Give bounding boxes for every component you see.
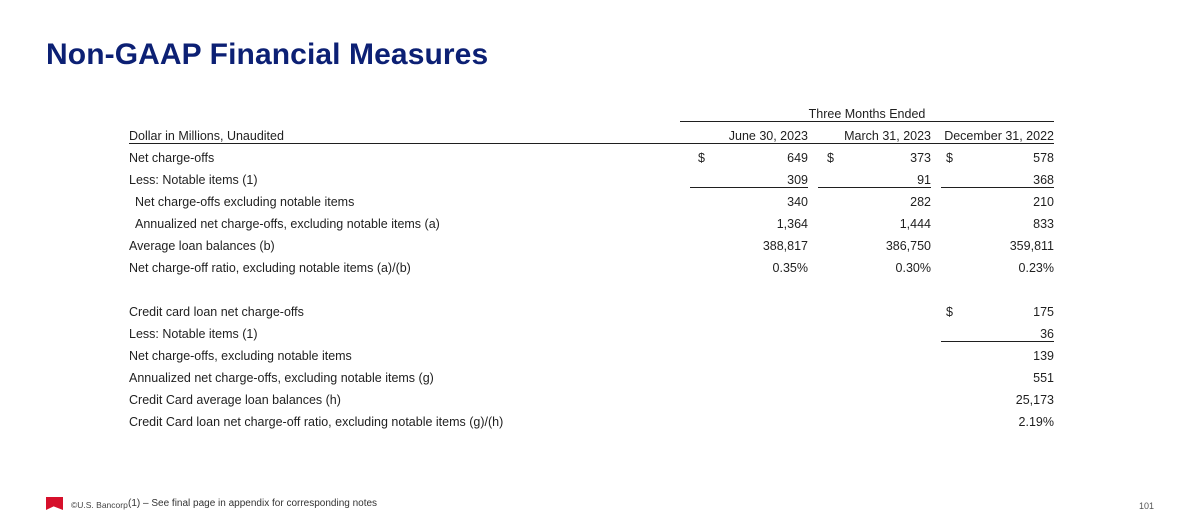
header-period-3: December 31, 2022 xyxy=(944,129,1054,143)
row-cc-annualized-label: Annualized net charge-offs, excluding notable items (g) xyxy=(129,371,434,385)
cell-value: 368 xyxy=(1033,173,1054,187)
cell-value: 1,364 xyxy=(776,217,808,231)
cell-value: 359,811 xyxy=(1009,239,1054,253)
row-cc-ex-notable-label: Net charge-offs, excluding notable items xyxy=(129,349,352,363)
cell-value: 386,750 xyxy=(885,239,931,253)
cell-value: 551 xyxy=(1033,371,1054,385)
row-ex-notable-label: Net charge-offs excluding notable items xyxy=(135,195,355,209)
header-group-rule xyxy=(680,121,1054,122)
row-ratio-label: Net charge-off ratio, excluding notable items (a)/(b) xyxy=(129,261,411,275)
cell-value: 2.19% xyxy=(1018,415,1054,429)
currency-sign: $ xyxy=(946,305,953,319)
currency-sign: $ xyxy=(946,151,953,165)
row-cc-avg-loan-label: Credit Card average loan balances (h) xyxy=(129,393,341,407)
subtotal-rule xyxy=(818,187,931,188)
cell-value: 139 xyxy=(1033,349,1054,363)
cell-value: 210 xyxy=(1033,195,1054,209)
cell-value: 578 xyxy=(1033,151,1054,165)
cell-value: 309 xyxy=(787,173,808,187)
row-annualized-label: Annualized net charge-offs, excluding notable items (a) xyxy=(135,217,440,231)
cell-value: 373 xyxy=(910,151,931,165)
cell-value: 833 xyxy=(1033,217,1054,231)
row-avg-loan-label: Average loan balances (b) xyxy=(129,239,275,253)
cell-value: 36 xyxy=(1040,327,1054,341)
page-number: 101 xyxy=(1138,501,1154,511)
header-period-1: June 30, 2023 xyxy=(728,129,808,143)
subtotal-rule xyxy=(941,187,1054,188)
cell-value: 0.23% xyxy=(1018,261,1054,275)
cell-value: 91 xyxy=(917,173,931,187)
cell-value: 340 xyxy=(787,195,808,209)
cell-value: 175 xyxy=(1033,305,1054,319)
row-cc-ratio-label: Credit Card loan net charge-off ratio, excluding notable items (g)/(h) xyxy=(129,415,504,429)
row-cc-notable-label: Less: Notable items (1) xyxy=(129,327,258,341)
currency-sign: $ xyxy=(827,151,834,165)
row-net-charge-offs-label: Net charge-offs xyxy=(129,151,215,165)
cell-value: 25,173 xyxy=(1015,393,1054,407)
footnote: (1) – See final page in appendix for corresponding notes xyxy=(128,498,378,509)
subtotal-rule xyxy=(690,187,808,188)
cell-value: 0.35% xyxy=(772,261,808,275)
copyright-text: ©U.S. Bancorp xyxy=(71,500,128,510)
cell-value: 282 xyxy=(910,195,931,209)
header-group-label: Three Months Ended xyxy=(808,107,926,121)
subtotal-rule xyxy=(941,341,1054,342)
cell-value: 388,817 xyxy=(762,239,808,253)
header-label-column: Dollar in Millions, Unaudited xyxy=(129,129,284,143)
row-notable-items-label: Less: Notable items (1) xyxy=(129,173,258,187)
cell-value: 0.30% xyxy=(895,261,931,275)
header-rule xyxy=(129,143,1054,144)
cell-value: 1,444 xyxy=(899,217,931,231)
header-period-2: March 31, 2023 xyxy=(844,129,931,143)
row-cc-net-charge-offs-label: Credit card loan net charge-offs xyxy=(129,305,304,319)
page-title: Non-GAAP Financial Measures xyxy=(46,38,489,71)
currency-sign: $ xyxy=(698,151,705,165)
cell-value: 649 xyxy=(787,151,808,165)
